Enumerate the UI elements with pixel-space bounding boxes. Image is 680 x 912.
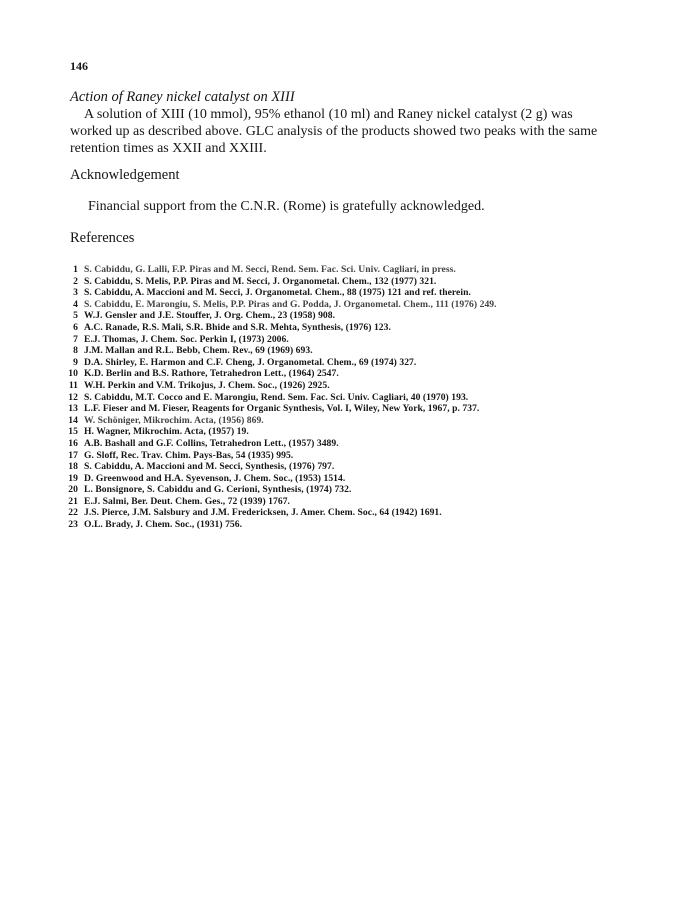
reference-item [64, 276, 624, 288]
reference-number: 7 [73, 333, 78, 345]
reference-item [64, 496, 624, 508]
reference-text: S. Cabiddu, M.T. Cocco and E. Marongiu, Rend. Sem. Fac. Sci. Univ. Cagliari, 40 (1970) 193. [84, 391, 469, 403]
reference-text: W.H. Perkin and V.M. Trikojus, J. Chem. Soc., (1926) 2925. [84, 379, 330, 391]
reference-text: S. Cabiddu, A. Maccioni and M. Secci, J. Organometal. Chem., 88 (1975) 121 and ref. therein. [84, 287, 471, 299]
reference-item [64, 507, 624, 519]
reference-text: J.M. Mallan and R.L. Bebb, Chem. Rev., 69 (1969) 693. [84, 345, 313, 357]
reference-number: 17 [68, 449, 78, 461]
references-heading: References [70, 230, 135, 246]
raney-section-title: Action of Raney nickel catalyst on XIII [70, 89, 295, 105]
reference-number: 12 [68, 391, 78, 403]
reference-number: 15 [68, 426, 78, 438]
reference-number: 20 [68, 484, 78, 496]
reference-number: 9 [73, 356, 78, 368]
reference-number: 21 [68, 495, 78, 507]
acknowledgement-heading: Acknowledgement [70, 167, 180, 183]
reference-text: S. Cabiddu, S. Melis, P.P. Piras and M. Secci, J. Organometal. Chem., 132 (1977) 321. [84, 275, 437, 287]
reference-text: H. Wagner, Mikrochim. Acta, (1957) 19. [84, 426, 249, 438]
reference-text: L. Bonsignore, S. Cabiddu and G. Cerioni, Synthesis, (1974) 732. [84, 484, 352, 496]
reference-text: D.A. Shirley, E. Harmon and C.F. Cheng, J. Organometal. Chem., 69 (1974) 327. [84, 356, 417, 368]
reference-item [64, 357, 624, 369]
reference-list [64, 264, 624, 531]
reference-item [64, 415, 624, 427]
reference-item [64, 450, 624, 462]
reference-text: J.S. Pierce, J.M. Salsbury and J.M. Fredericksen, J. Amer. Chem. Soc., 64 (1942) 1691. [84, 507, 442, 519]
reference-text: K.D. Berlin and B.S. Rathore, Tetrahedron Lett., (1964) 2547. [84, 368, 339, 380]
reference-text: W. Schöniger, Mikrochim. Acta, (1956) 869. [84, 414, 264, 426]
reference-text: O.L. Brady, J. Chem. Soc., (1931) 756. [84, 519, 243, 531]
reference-text: G. Sloff, Rec. Trav. Chim. Pays-Bas, 54 (1935) 995. [84, 449, 294, 461]
reference-item [64, 484, 624, 496]
reference-number: 18 [68, 461, 78, 473]
reference-text: S. Cabiddu, E. Marongiu, S. Melis, P.P. Piras and G. Podda, J. Organometal. Chem., 111 (1976) 249. [84, 298, 497, 310]
reference-number: 23 [68, 519, 78, 531]
reference-number: 22 [68, 507, 78, 519]
reference-number: 4 [73, 298, 78, 310]
page-number: 146 [70, 59, 88, 73]
reference-item [64, 322, 624, 334]
reference-number: 8 [73, 345, 78, 357]
reference-number: 10 [68, 368, 78, 380]
reference-item [64, 403, 624, 415]
reference-item [64, 380, 624, 392]
raney-section-body: A solution of XIII (10 mmol), 95% ethanol (10 ml) and Raney nickel catalyst (2 g) was worked up as described above. GLC analysis of the products showed two peaks with the same retention times as XXII and XXIII. [70, 107, 598, 156]
reference-item [64, 345, 624, 357]
reference-item [64, 287, 624, 299]
reference-number: 5 [73, 310, 78, 322]
reference-number: 2 [73, 275, 78, 287]
reference-number: 6 [73, 321, 78, 333]
reference-number: 19 [68, 472, 78, 484]
reference-number: 16 [68, 437, 78, 449]
reference-text: S. Cabiddu, A. Maccioni and M. Secci, Synthesis, (1976) 797. [84, 461, 335, 473]
reference-number: 3 [73, 287, 78, 299]
reference-item [64, 392, 624, 404]
reference-text: A.C. Ranade, R.S. Mali, S.R. Bhide and S.R. Mehta, Synthesis, (1976) 123. [84, 321, 391, 333]
reference-text: L.F. Fieser and M. Fieser, Reagents for Organic Synthesis, Vol. I, Wiley, New York, 1967, p. 737. [84, 403, 480, 415]
reference-text: A.B. Bashall and G.F. Collins, Tetrahedron Lett., (1957) 3489. [84, 437, 339, 449]
reference-item [64, 461, 624, 473]
reference-number: 14 [68, 414, 78, 426]
reference-text: E.J. Salmi, Ber. Deut. Chem. Ges., 72 (1939) 1767. [84, 495, 291, 507]
reference-item [64, 368, 624, 380]
reference-item [64, 438, 624, 450]
reference-item [64, 334, 624, 346]
acknowledgement-body: Financial support from the C.N.R. (Rome) is gratefully acknowledged. [88, 199, 485, 214]
reference-number: 1 [73, 264, 78, 275]
reference-number: 11 [68, 379, 78, 391]
reference-text: E.J. Thomas, J. Chem. Soc. Perkin I, (1973) 2006. [84, 333, 289, 345]
reference-item [64, 310, 624, 322]
reference-item [64, 264, 624, 276]
reference-number: 13 [68, 403, 78, 415]
reference-text: S. Cabiddu, G. Lalli, F.P. Piras and M. Secci, Rend. Sem. Fac. Sci. Univ. Cagliari, in press. [84, 264, 456, 275]
reference-text: D. Greenwood and H.A. Syevenson, J. Chem. Soc., (1953) 1514. [84, 472, 346, 484]
reference-item [64, 473, 624, 485]
reference-item [64, 426, 624, 438]
reference-item [64, 299, 624, 311]
reference-text: W.J. Gensler and J.E. Stouffer, J. Org. Chem., 23 (1958) 908. [84, 310, 336, 322]
reference-item [64, 519, 624, 531]
